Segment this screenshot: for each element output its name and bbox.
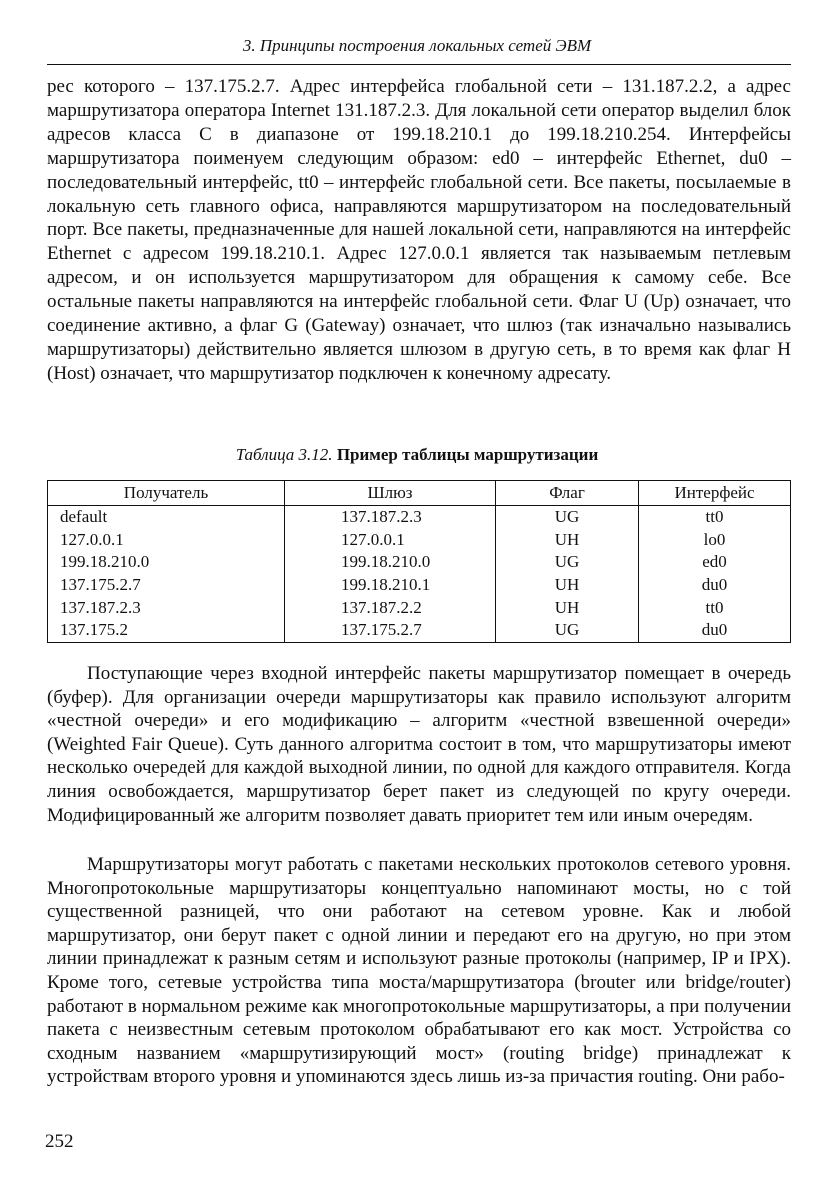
cell-interface: tt0 — [639, 596, 791, 619]
cell-flag: UG — [496, 551, 639, 574]
column-header-gateway: Шлюз — [285, 481, 496, 506]
table-row — [48, 506, 791, 529]
cell-destination: default — [48, 506, 285, 529]
column-header-interface: Интерфейс — [639, 481, 791, 506]
cell-destination: 137.175.2.7 — [48, 574, 285, 597]
paragraph-queueing: Поступающие через входной интерфейс пакеты маршрутизатор помещает в очередь (буфер). Для организации очереди маршрутизаторы как правило используют алгоритм «честной очереди» и его модификацию – алгоритм «честной взвешенной очереди» (Weighted Fair Queue). Суть данного алгоритма состоит в том, что маршрутизаторы имеют несколько очередей для каждой выходной линии, по одной для каждого отправителя. Когда линия освобождается, маршрутизатор берет пакет из следующей по кругу очереди. Модифицированный же алгоритм позволяет давать приоритет тем или иным очередям. — [47, 663, 791, 826]
cell-flag: UG — [496, 506, 639, 529]
cell-gateway: 199.18.210.0 — [285, 551, 496, 574]
table-row — [48, 551, 791, 574]
header-rule — [47, 64, 791, 65]
cell-flag: UH — [496, 596, 639, 619]
cell-gateway: 137.175.2.7 — [285, 619, 496, 642]
paragraph-multiprotocol-routers: Маршрутизаторы могут работать с пакетами нескольких протоколов сетевого уровня. Многопротокольные маршрутизаторы концептуально напоминают мосты, но с той существенной разницей, что они работают на сетевом уровне. Как и любой маршрутизатор, они берут пакет с одной линии и передают его на другую, но при этом линии принадлежат к разным сетям и используют разные протоколы (например, IP и IPX). Кроме того, сетевые устройства типа моста/маршрутизатора (brouter или bridge/router) работают в нормальном режиме как многопротокольные маршрутизаторы, а при получении пакета с неизвестным сетевым протоколом обрабатывают его как мост. Устройства со сходным названием «маршрутизирующий мост» (routing bridge) принадлежат к устройствам второго уровня и упоминаются здесь лишь из-за причастия routing. Они рабо- — [47, 854, 791, 1088]
cell-interface: tt0 — [639, 506, 791, 529]
column-header-destination: Получатель — [48, 481, 285, 506]
running-head: 3. Принципы построения локальных сетей ЭВМ — [242, 36, 592, 55]
table-caption-label: Таблица 3.12. — [235, 445, 333, 464]
paragraph-routing-description: рес которого – 137.175.2.7. Адрес интерфейса глобальной сети – 131.187.2.2, а адрес маршрутизатора оператора Internet 131.187.2.3. Для локальной сети оператор выделил блок адресов класса С в диапазоне от 199.18.210.1 до 199.18.210.254. Интерфейсы маршрутизатора поименуем следующим образом: ed0 – интерфейс Ethernet, du0 – последовательный интерфейс, tt0 – интерфейс глобальной сети. Все пакеты, посылаемые в локальную сеть главного офиса, направляются маршрутизатором на последовательный порт. Все пакеты, предназначенные для нашей локальной сети, направляются на интерфейс Ethernet с адресом 199.18.210.1. Адрес 127.0.0.1 является так называемым петлевым адресом, и он используется маршрутизатором для обращения к самому себе. Все остальные пакеты направляются на интерфейс глобальной сети. Флаг U (Up) означает, что соединение активно, а флаг G (Gateway) означает, что шлюз (так изначально назывались маршрутизаторы) действительно является шлюзом в другую сеть, в то время как флаг H (Host) означает, что маршрутизатор подключен к конечному адресату. — [47, 76, 791, 384]
table-row — [48, 529, 791, 552]
routing-table — [47, 480, 791, 643]
table-row — [48, 619, 791, 642]
cell-destination: 137.175.2 — [48, 619, 285, 642]
cell-destination: 127.0.0.1 — [48, 529, 285, 552]
table-caption-title: Пример таблицы маршрутизации — [336, 445, 599, 464]
table-header-row — [48, 481, 791, 506]
cell-flag: UG — [496, 619, 639, 642]
table-caption — [0, 445, 834, 465]
cell-gateway: 199.18.210.1 — [285, 574, 496, 597]
cell-interface: ed0 — [639, 551, 791, 574]
cell-gateway: 137.187.2.2 — [285, 596, 496, 619]
cell-interface: du0 — [639, 574, 791, 597]
column-header-flag: Флаг — [496, 481, 639, 506]
cell-gateway: 137.187.2.3 — [285, 506, 496, 529]
cell-destination: 137.187.2.3 — [48, 596, 285, 619]
page-number: 252 — [45, 1131, 74, 1152]
table-row — [48, 574, 791, 597]
table-row — [48, 596, 791, 619]
cell-flag: UH — [496, 574, 639, 597]
cell-flag: UH — [496, 529, 639, 552]
cell-interface: du0 — [639, 619, 791, 642]
cell-interface: lo0 — [639, 529, 791, 552]
cell-gateway: 127.0.0.1 — [285, 529, 496, 552]
cell-destination: 199.18.210.0 — [48, 551, 285, 574]
